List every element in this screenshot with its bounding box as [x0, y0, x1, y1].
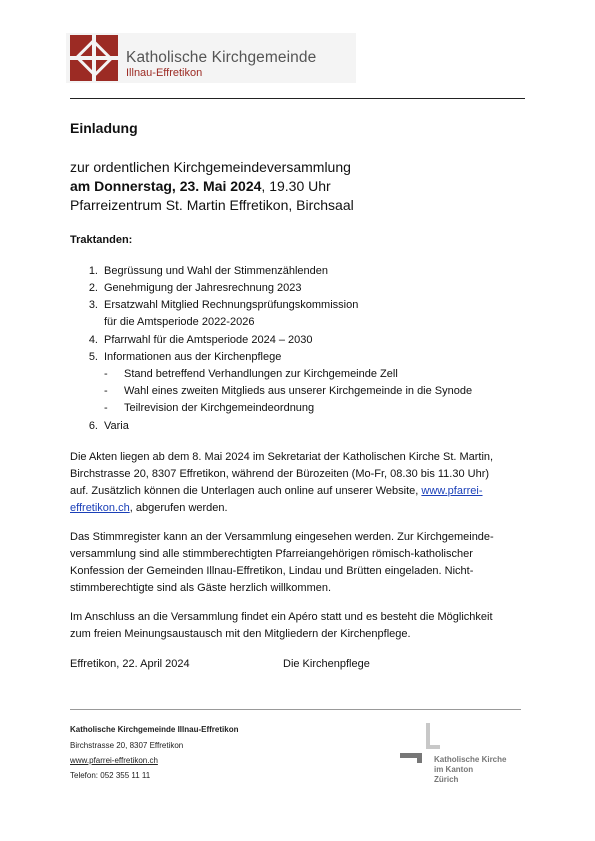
agenda-text: Pfarrwahl für die Amtsperiode 2024 – 2030: [104, 334, 313, 346]
agenda-list: [84, 263, 524, 443]
header-divider: [70, 98, 525, 99]
agenda-number: 3.: [88, 299, 98, 311]
agenda-text: für die Amtsperiode 2022-2026: [104, 316, 255, 328]
canton-label-line: Zürich: [434, 775, 459, 784]
place-date: Effretikon, 22. April 2024: [70, 658, 190, 670]
logo-title: Katholische Kirchgemeinde: [126, 49, 317, 66]
invitation-date-line: [70, 177, 331, 196]
agenda-number: 6.: [88, 420, 98, 432]
bullet-dash: -: [104, 385, 108, 397]
footer-website-link[interactable]: www.pfarrei-effretikon.ch: [70, 756, 158, 765]
invitation-date: am Donnerstag, 23. Mai 2024: [70, 178, 262, 194]
footer-address: Birchstrasse 20, 8307 Effretikon: [70, 741, 184, 750]
agenda-text: Genehmigung der Jahresrechnung 2023: [104, 282, 302, 294]
paragraph-text: , abgerufen werden.: [129, 502, 228, 514]
agenda-number: 4.: [88, 334, 98, 346]
paragraph-files-line: [70, 500, 228, 517]
website-link[interactable]: www.pfarrei-: [421, 485, 483, 497]
paragraph-register-line: Das Stimmregister kann an der Versammlung eingesehen werden. Zur Kirchgemeinde-: [70, 531, 494, 543]
canton-church-label: [434, 755, 506, 785]
canton-label-line: Katholische Kirche: [434, 755, 507, 764]
agenda-text: Varia: [104, 420, 129, 432]
agenda-text: Ersatzwahl Mitglied Rechnungsprüfungskommission: [104, 299, 359, 311]
footer-divider: [70, 709, 521, 710]
logo-subtitle: Illnau-Effretikon: [126, 67, 203, 79]
paragraph-files-line: Die Akten liegen ab dem 8. Mai 2024 im Sekretariat der Katholischen Kirche St. Martin,: [70, 451, 494, 463]
document-title: Einladung: [70, 120, 138, 136]
agenda-text: Informationen aus der Kirchenpflege: [104, 351, 282, 363]
paragraph-apero-line: zum freien Meinungsaustausch mit den Mitgliedern der Kirchenpflege.: [70, 628, 411, 640]
agenda-number: 2.: [88, 282, 98, 294]
church-logo-icon: [70, 35, 118, 81]
paragraph-register-line: Konfession der Gemeinden Illnau-Effretikon, Lindau und Brütten eingeladen. Nicht-: [70, 565, 474, 577]
paragraph-files-line: Birchstrasse 20, 8307 Effretikon, während der Bürozeiten (Mo-Fr, 08.30 bis 11.30 Uhr): [70, 468, 490, 480]
paragraph-apero-line: Im Anschluss an die Versammlung findet ein Apéro statt und es besteht die Möglichkeit: [70, 611, 493, 623]
paragraph-register-line: versammlung sind alle stimmberechtigten Pfarreiangehörigen römisch-katholischer: [70, 548, 473, 560]
invitation-line: zur ordentlichen Kirchgemeindeversammlung: [70, 159, 351, 175]
bullet-dash: -: [104, 402, 108, 414]
website-link[interactable]: effretikon.ch: [70, 502, 130, 514]
footer-phone: Telefon: 052 355 11 11: [70, 771, 151, 780]
paragraph-register-line: stimmberechtigte sind als Gäste herzlich willkommen.: [70, 582, 332, 594]
invitation-location: Pfarreizentrum St. Martin Effretikon, Birchsaal: [70, 197, 354, 213]
agenda-number: 5.: [88, 351, 98, 363]
footer-org: Katholische Kirchgemeinde Illnau-Effretikon: [70, 725, 239, 734]
invitation-time: , 19.30 Uhr: [261, 178, 331, 194]
canton-label-line: im Kanton: [434, 765, 474, 774]
agenda-subitem-text: Wahl eines zweiten Mitglieds aus unserer Kirchgemeinde in die Synode: [124, 385, 473, 397]
signer: Die Kirchenpflege: [283, 658, 370, 670]
agenda-text: Begrüssung und Wahl der Stimmenzählenden: [104, 265, 329, 277]
agenda-subitem-text: Stand betreffend Verhandlungen zur Kirchgemeinde Zell: [124, 368, 398, 380]
agenda-heading: Traktanden:: [70, 234, 133, 246]
paragraph-text: auf. Zusätzlich können die Unterlagen auch online auf unserer Website,: [70, 485, 422, 497]
footer-website: [70, 755, 158, 766]
agenda-subitem-text: Teilrevision der Kirchgemeindeordnung: [124, 402, 315, 414]
bullet-dash: -: [104, 368, 108, 380]
agenda-number: 1.: [88, 265, 98, 277]
paragraph-files-line: [70, 483, 483, 500]
